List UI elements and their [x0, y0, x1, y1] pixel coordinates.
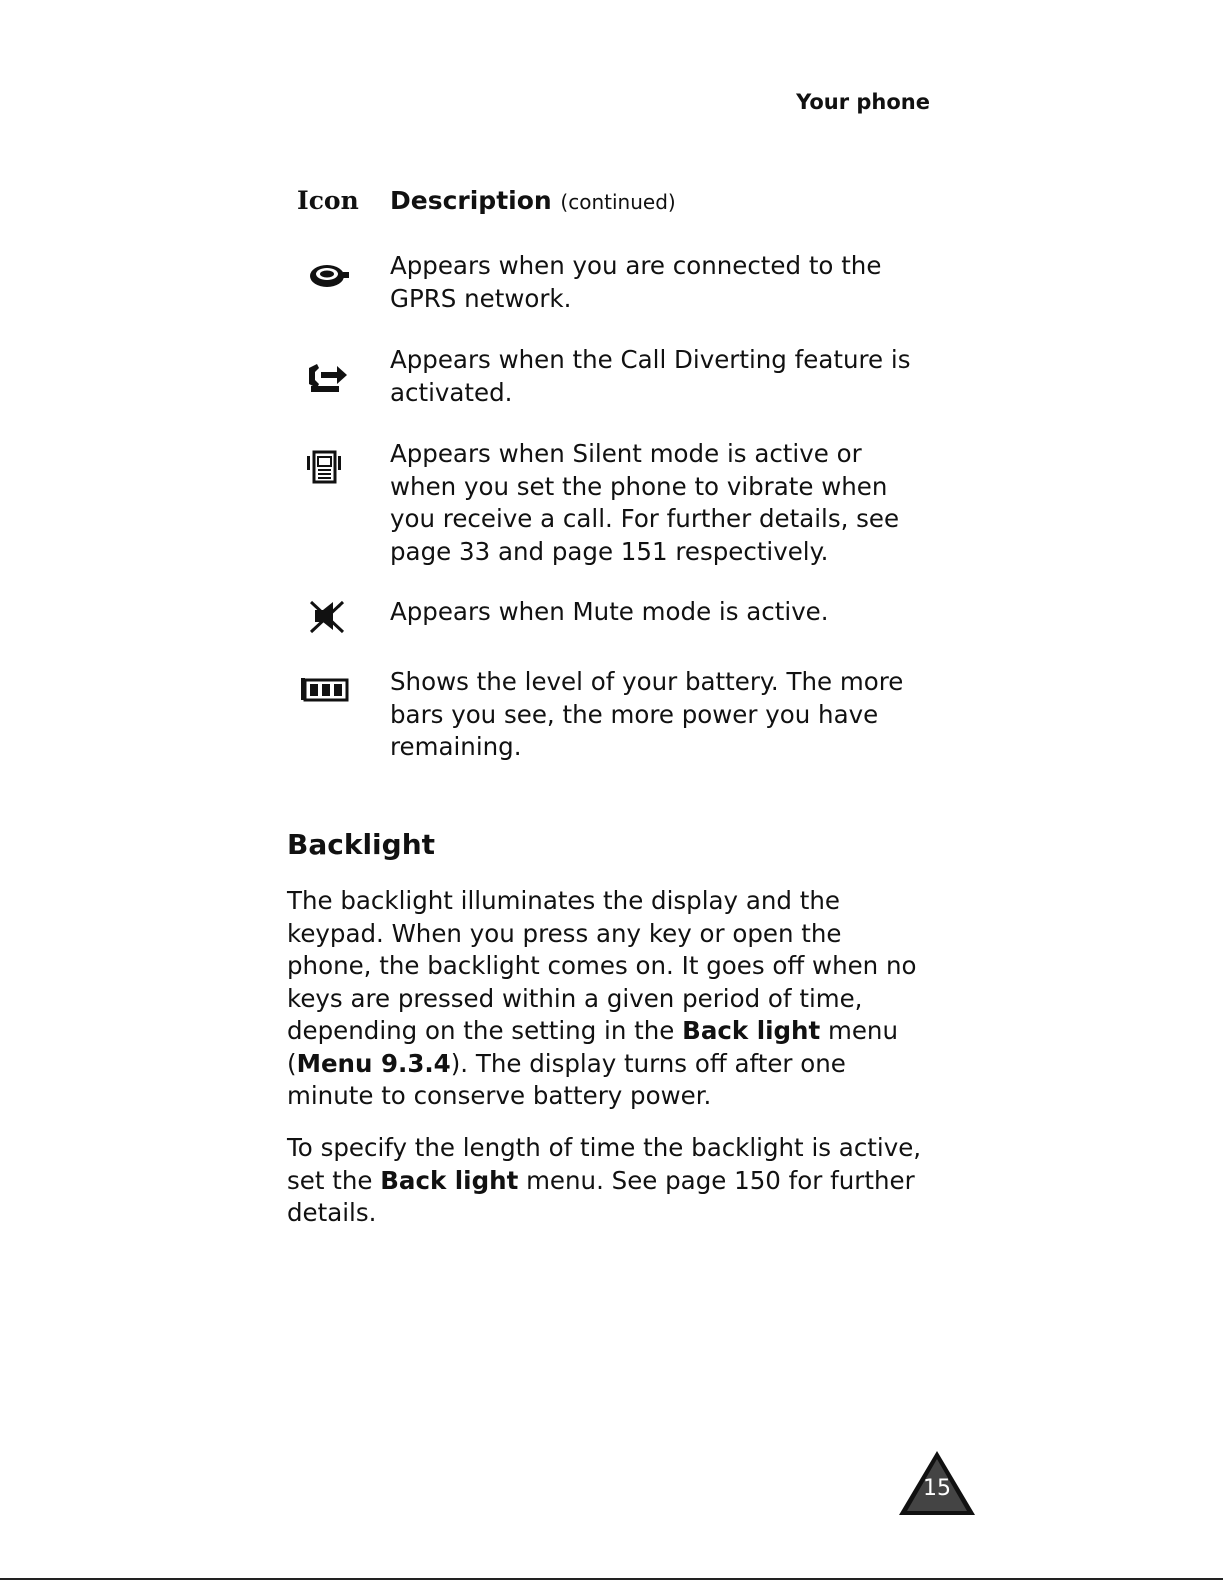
- description-line: activated.: [390, 377, 513, 407]
- paragraph-line: keypad. When you press any key or open the: [287, 918, 842, 948]
- text-run: menu: [820, 1016, 898, 1045]
- icon-column-header: Icon: [297, 186, 359, 215]
- description-column-header: [390, 186, 676, 215]
- mute-icon: [297, 596, 367, 636]
- continued-label: (continued): [560, 190, 676, 214]
- paragraph-line: keys are pressed within a given period of time,: [287, 983, 863, 1013]
- text-run: set the: [287, 1165, 381, 1195]
- row-description: [390, 666, 930, 764]
- description-line: Appears when the Call Diverting feature is: [390, 345, 911, 374]
- description-line: you receive a call. For further details, see: [390, 504, 900, 533]
- gprs-icon: [297, 250, 367, 290]
- triangle-page-badge-icon: [897, 1449, 977, 1517]
- row-description: [390, 438, 930, 568]
- backlight-paragraph-1: [287, 885, 937, 1113]
- description-line: GPRS network.: [390, 283, 572, 313]
- menu-number-emphasis: Menu 9.3.4: [296, 1048, 451, 1078]
- paragraph-line: The backlight illuminates the display and the: [287, 886, 840, 915]
- table-header: [297, 186, 957, 220]
- paragraph-line: To specify the length of time the backlight is active,: [287, 1133, 922, 1162]
- paragraph-line: minute to conserve battery power.: [287, 1081, 712, 1110]
- text-run: (: [287, 1048, 297, 1078]
- backlight-paragraph-2: [287, 1132, 937, 1230]
- description-line: bars you see, the more power you have: [390, 699, 879, 729]
- paragraph-line: details.: [287, 1198, 377, 1227]
- paragraph-line: [287, 1165, 937, 1198]
- description-line: Appears when Mute mode is active.: [390, 597, 829, 626]
- description-line: Appears when you are connected to the: [390, 251, 882, 280]
- text-run: depending on the setting in the: [287, 1016, 683, 1045]
- footer-rule: [0, 1578, 1223, 1580]
- paragraph-line: phone, the backlight comes on. It goes off when no: [287, 951, 917, 980]
- paragraph-line: [287, 1048, 937, 1081]
- text-run: ). The display turns off after one: [450, 1048, 846, 1078]
- row-description: [390, 596, 930, 629]
- silent-vibrate-icon: [297, 438, 367, 478]
- menu-name-emphasis: Back light: [380, 1165, 519, 1195]
- page-number: 15: [923, 1476, 951, 1501]
- description-line: Shows the level of your battery. The more: [390, 667, 904, 696]
- row-description: [390, 344, 930, 409]
- description-line: remaining.: [390, 732, 522, 761]
- section-title: Backlight: [287, 828, 436, 861]
- description-label: Description: [390, 186, 552, 215]
- running-header: Your phone: [796, 90, 930, 114]
- paragraph-line: [287, 1015, 937, 1048]
- description-line: Appears when Silent mode is active or: [390, 439, 862, 468]
- menu-name-emphasis: Back light: [682, 1016, 821, 1045]
- description-line: when you set the phone to vibrate when: [390, 471, 888, 501]
- call-divert-icon: [297, 344, 367, 384]
- battery-icon: [297, 666, 367, 706]
- description-line: page 33 and page 151 respectively.: [390, 536, 829, 566]
- row-description: [390, 250, 930, 315]
- text-run: menu. See page 150 for further: [518, 1165, 915, 1195]
